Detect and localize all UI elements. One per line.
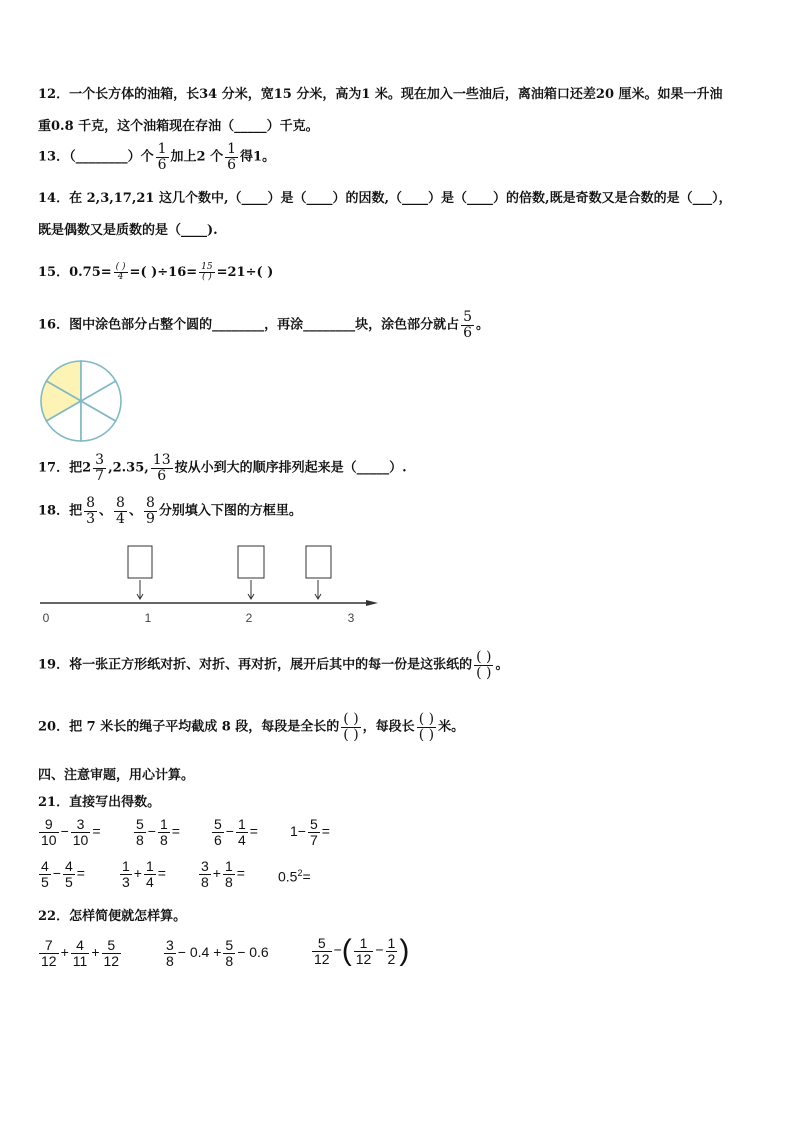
question-22-title: 22．怎样简便就怎样算。 bbox=[38, 909, 187, 924]
frac: $\frac{1}{4}$ bbox=[237, 816, 246, 848]
frac: $\frac{1}{4}$ bbox=[145, 858, 154, 890]
q18-sep-2: 、 bbox=[128, 503, 142, 519]
q13-text-c: 加上2 个 bbox=[170, 149, 224, 165]
text: − 0.6 bbox=[237, 943, 269, 960]
question-19 bbox=[38, 650, 508, 680]
answer-box-2[interactable] bbox=[238, 546, 264, 578]
q18-text-a: 18．把 bbox=[38, 503, 83, 519]
equals: = bbox=[76, 864, 85, 881]
q12-text-b: ）千克。 bbox=[266, 119, 319, 134]
text: − 0.4 + bbox=[177, 943, 222, 960]
q20-text-c: 米。 bbox=[438, 719, 465, 735]
base: 0.5 bbox=[278, 868, 298, 885]
q16-text-b: ，再涂 bbox=[264, 317, 304, 333]
q21-expr-4 bbox=[290, 817, 330, 847]
q13-text-e: 得1。 bbox=[240, 149, 276, 165]
q16-fraction: $\frac{5}{6}$ bbox=[463, 309, 473, 341]
q16-text-d: 。 bbox=[476, 317, 490, 333]
q21-expr-8 bbox=[278, 868, 311, 885]
q16-text-c: 块，涂色部分就占 bbox=[355, 317, 460, 333]
q12-answer-blank[interactable]: _____ bbox=[234, 119, 267, 134]
q13-fraction-1: $\frac{1}{6}$ bbox=[157, 141, 167, 173]
q17-fraction-1: $\frac{3}{7}$ bbox=[95, 452, 105, 484]
q19-answer-fraction[interactable]: $\frac{( )}{( )}$ bbox=[476, 649, 492, 681]
q20-answer-fraction-2[interactable]: $\frac{( )}{( )}$ bbox=[418, 711, 435, 743]
number-line-arrowhead bbox=[366, 600, 378, 606]
q20-answer-fraction-1[interactable]: $\frac{( )}{( )}$ bbox=[343, 711, 359, 743]
exponent: 2 bbox=[297, 868, 303, 878]
frac: $\frac{1}{3}$ bbox=[122, 858, 130, 890]
q15-fraction-1: $\frac{( )}{4}$ bbox=[115, 261, 126, 282]
prefix: 1− bbox=[290, 822, 306, 839]
q13-text-a: 13．（ bbox=[38, 149, 76, 165]
q17-text-a: 17．把 bbox=[38, 460, 83, 476]
frac: $\frac{4}{5}$ bbox=[64, 858, 73, 890]
q20-text-b: ，每段长 bbox=[362, 719, 415, 735]
q15-text-b: =( )÷16= bbox=[129, 265, 198, 280]
right-paren: ) bbox=[399, 934, 410, 967]
q19-text-a: 19．将一张正方形纸对折、对折、再对折，展开后其中的每一份是这张纸的 bbox=[38, 657, 473, 673]
q13-text-b: ）个 bbox=[127, 149, 154, 165]
frac: $\frac{9}{10}$ bbox=[41, 816, 57, 848]
q17-text-d: ）. bbox=[389, 460, 407, 476]
q15-text-a: 15．0.75= bbox=[38, 265, 112, 280]
frac: $\frac{1}{12}$ bbox=[355, 934, 372, 967]
frac: $\frac{1}{8}$ bbox=[224, 858, 233, 890]
frac: $\frac{1}{8}$ bbox=[159, 816, 168, 848]
arrow-2 bbox=[248, 580, 254, 599]
q18-fraction-3: $\frac{8}{9}$ bbox=[145, 495, 155, 527]
equals: = bbox=[157, 864, 166, 881]
frac: $\frac{3}{8}$ bbox=[201, 858, 209, 890]
q16-text-a: 16．图中涂色部分占整个圆的 bbox=[38, 317, 213, 333]
axis-label-1: 1 bbox=[144, 611, 152, 625]
q18-sep-1: 、 bbox=[99, 503, 113, 519]
q17-fraction-2: $\frac{13}{6}$ bbox=[152, 452, 171, 484]
op: − bbox=[375, 941, 384, 958]
left-paren: ( bbox=[341, 934, 352, 967]
equals: = bbox=[171, 822, 180, 839]
answer-box-3[interactable] bbox=[306, 546, 331, 578]
frac: $\frac{5}{12}$ bbox=[314, 934, 330, 967]
question-13 bbox=[38, 142, 275, 172]
op: − bbox=[333, 941, 342, 958]
question-17 bbox=[38, 453, 407, 483]
frac: $\frac{4}{5}$ bbox=[41, 858, 49, 890]
q19-text-b: 。 bbox=[495, 657, 509, 673]
op: − bbox=[147, 822, 156, 839]
q21-expr-3 bbox=[210, 817, 258, 847]
frac: $\frac{5}{7}$ bbox=[309, 816, 318, 848]
q16-answer-blank-2[interactable]: ________ bbox=[303, 317, 356, 333]
q18-text-b: 分别填入下图的方框里。 bbox=[158, 503, 302, 519]
q17-text-b: ,2.35, bbox=[108, 460, 149, 476]
frac: $\frac{3}{10}$ bbox=[72, 816, 89, 848]
q15-text-c: =21÷( ) bbox=[216, 265, 274, 280]
q21-expr-5 bbox=[37, 859, 85, 889]
q20-text-a: 20．把 7 米长的绳子平均截成 8 段，每段是全长的 bbox=[38, 719, 340, 735]
op: + bbox=[91, 943, 100, 960]
frac: $\frac{1}{2}$ bbox=[387, 934, 396, 967]
q21-expr-7 bbox=[197, 859, 245, 889]
q16-answer-blank-1[interactable]: ________ bbox=[212, 317, 265, 333]
q22-expr-2 bbox=[162, 938, 269, 968]
q15-fraction-2: $\frac{15}{( )}$ bbox=[201, 261, 213, 282]
frac: $\frac{3}{8}$ bbox=[166, 937, 174, 969]
q17-answer-blank[interactable]: _____ bbox=[356, 460, 390, 476]
axis-label-3: 3 bbox=[347, 611, 355, 625]
q18-fraction-1: $\frac{8}{3}$ bbox=[86, 495, 96, 527]
q21-expr-1 bbox=[37, 817, 101, 847]
frac: $\frac{5}{12}$ bbox=[103, 937, 120, 969]
equals: = bbox=[321, 822, 330, 839]
q22-expr-3 bbox=[310, 934, 409, 968]
q21-expr-2 bbox=[132, 817, 180, 847]
question-18 bbox=[38, 496, 302, 526]
frac: $\frac{5}{8}$ bbox=[136, 816, 144, 848]
q13-fraction-2: $\frac{1}{6}$ bbox=[227, 141, 237, 173]
equals: = bbox=[236, 864, 245, 881]
frac: $\frac{5}{8}$ bbox=[225, 937, 234, 969]
axis-label-2: 2 bbox=[245, 611, 253, 625]
frac: $\frac{4}{11}$ bbox=[72, 937, 88, 969]
question-15 bbox=[38, 261, 273, 282]
frac: $\frac{5}{6}$ bbox=[214, 816, 222, 848]
op: − bbox=[52, 864, 61, 881]
q21-expr-6 bbox=[118, 859, 166, 889]
q13-answer-blank[interactable]: ________ bbox=[75, 149, 128, 165]
question-20 bbox=[38, 712, 464, 742]
q18-fraction-2: $\frac{8}{4}$ bbox=[116, 495, 125, 527]
op: + bbox=[212, 864, 221, 881]
section-heading: 四、注意审题，用心计算。 bbox=[38, 768, 195, 783]
equals: = bbox=[92, 822, 101, 839]
op: + bbox=[60, 943, 69, 960]
op: − bbox=[60, 822, 69, 839]
question-14-line1: 14．在 2,3,17,21 这几个数中,（____）是（____）的因数,（____）是（____）的倍数,既是奇数又是合数的是（___）， bbox=[38, 191, 732, 206]
number-line-diagram bbox=[36, 540, 386, 630]
axis-label-0: 0 bbox=[42, 611, 50, 625]
answer-box-1[interactable] bbox=[128, 546, 152, 578]
op: + bbox=[133, 864, 142, 881]
frac: $\frac{7}{12}$ bbox=[41, 937, 57, 969]
question-14-line2: 既是偶数又是质数的是（____). bbox=[38, 223, 218, 238]
q22-expr-1 bbox=[37, 938, 123, 968]
arrow-1 bbox=[137, 580, 143, 599]
q17-text-c: 按从小到大的顺序排列起来是（ bbox=[174, 460, 357, 476]
question-12-line1: 12．一个长方体的油箱，长34 分米，宽15 分米，高为1 米。现在加入一些油后，离油箱口还差20 厘米。如果一升油 bbox=[38, 87, 723, 102]
shaded-circle-diagram bbox=[36, 356, 126, 446]
equals: = bbox=[302, 868, 311, 885]
arrow-3 bbox=[315, 580, 321, 599]
equals: = bbox=[249, 822, 258, 839]
question-12-line2 bbox=[38, 115, 319, 134]
question-16 bbox=[38, 310, 489, 340]
op: − bbox=[225, 822, 234, 839]
q12-text-a: 重0.8 千克，这个油箱现在存油（ bbox=[38, 119, 235, 134]
question-21-title: 21．直接写出得数。 bbox=[38, 795, 161, 810]
q17-mixed-whole: 2 bbox=[82, 460, 92, 476]
